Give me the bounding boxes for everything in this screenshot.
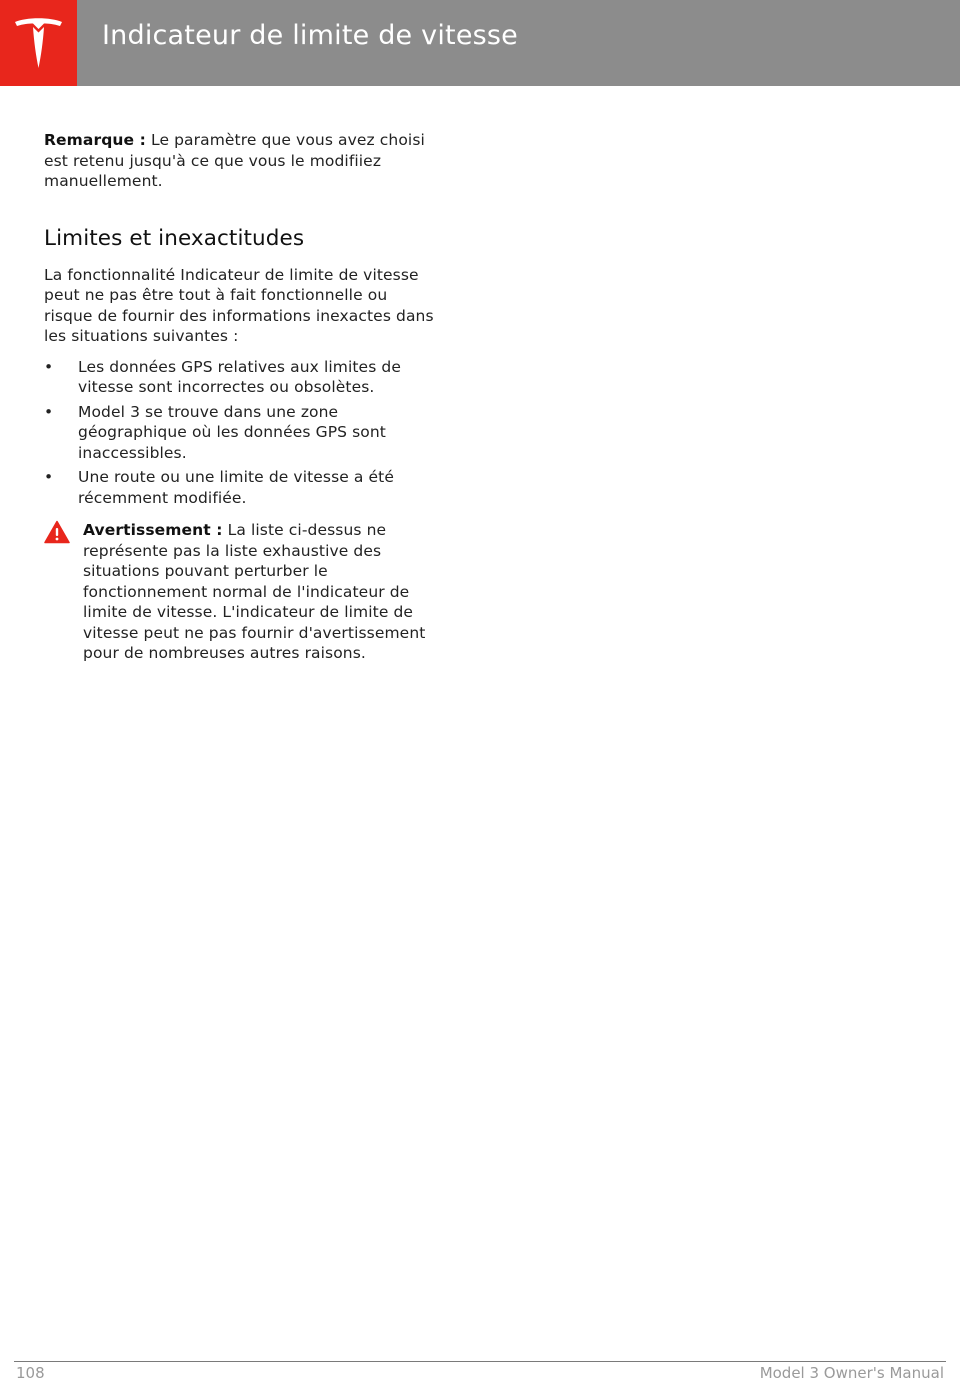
page-number: 108 <box>16 1364 45 1382</box>
remark-label: Remarque : <box>44 131 146 149</box>
remark-text: Le paramètre que vous avez choisi est retenu jusqu'à ce que vous le modifiiez manuellement. <box>44 131 425 190</box>
list-item-text: Model 3 se trouve dans une zone géographique où les données GPS sont inaccessibles. <box>78 402 386 462</box>
warning-text: La liste ci-dessus ne représente pas la liste exhaustive des situations pouvant perturber le fonctionnement normal de l'indicateur de limite de vitesse. L'indicateur de limite de vitesse peut ne pas fournir d'avertissement pour de nombreuses autres raisons. <box>83 521 426 662</box>
list-item <box>44 402 439 464</box>
remark-paragraph <box>44 130 439 192</box>
list-item-text: Une route ou une limite de vitesse a été récemment modifiée. <box>78 468 394 507</box>
bullet-glyph: • <box>44 402 54 421</box>
page-title: Indicateur de limite de vitesse <box>102 20 518 51</box>
intro-paragraph: La fonctionnalité Indicateur de limite de vitesse peut ne pas être tout à fait fonctionnelle ou risque de fournir des informations inexactes dans les situations suivantes : <box>44 265 434 345</box>
warning-triangle-icon <box>44 520 70 544</box>
page-header <box>0 0 960 86</box>
manual-title: Model 3 Owner's Manual <box>759 1364 944 1382</box>
warning-paragraph <box>83 520 439 664</box>
bullet-glyph: • <box>44 468 54 486</box>
warning-label: Avertissement : <box>83 521 223 539</box>
list-item <box>44 357 439 398</box>
list-item-text: Les données GPS relatives aux limites de vitesse sont incorrectes ou obsolètes. <box>78 357 401 396</box>
logo-box <box>0 0 77 86</box>
bullet-glyph: • <box>44 357 54 376</box>
list-item <box>44 467 439 508</box>
limitations-list <box>44 357 439 509</box>
tesla-logo-icon <box>12 14 65 70</box>
warning-block <box>44 520 439 664</box>
section-heading: Limites et inexactitudes <box>44 225 305 251</box>
main-content <box>44 130 439 664</box>
footer-divider <box>14 1361 946 1362</box>
